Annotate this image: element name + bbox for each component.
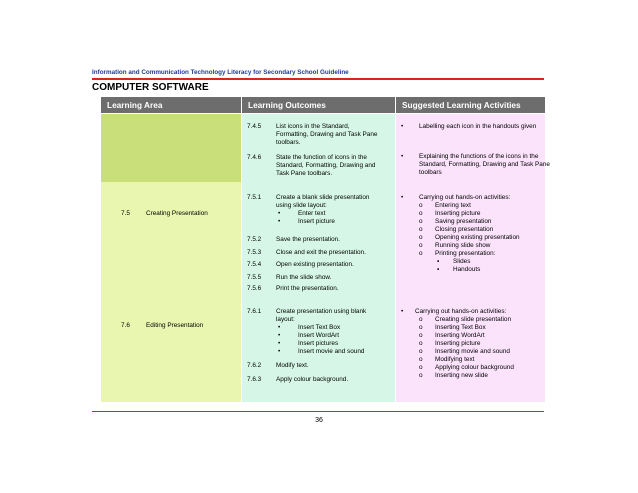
outcome-bullet (278, 332, 339, 340)
activity-subsubitem-text: Handouts (453, 266, 481, 273)
outcome-bullet-text: Insert movie and sound (298, 348, 365, 355)
outcome-text: State the function of icons in the (276, 154, 367, 161)
circle-bullet-icon: o (419, 372, 423, 379)
activity-subitem-text: Inserting WordArt (435, 332, 485, 339)
activity-subitem-text: Closing presentation (435, 226, 494, 233)
activity-subitem (419, 226, 493, 234)
outcome-number: 7.5.5 (247, 274, 262, 281)
outcome-number: 7.5.4 (247, 261, 262, 268)
outcome-number: 7.6.1 (247, 308, 262, 315)
square-bullet-icon: ▪ (437, 266, 440, 273)
activity-subitem-text: Inserting movie and sound (435, 348, 510, 355)
bullet-icon: • (278, 218, 281, 225)
activity-subitem (419, 324, 486, 332)
square-bullet-icon: ▪ (437, 258, 440, 265)
circle-bullet-icon: o (419, 202, 423, 209)
circle-bullet-icon: o (419, 340, 423, 347)
outcome-number: 7.5.6 (247, 285, 262, 292)
activity-subitem-text: Printing presentation: (435, 250, 496, 257)
activity-subitem-text: Inserting Text Box (435, 324, 486, 331)
area-name: Creating Presentation (146, 210, 208, 217)
bullet-icon: • (278, 340, 281, 347)
footer-divider (92, 411, 544, 412)
activity-text: Carrying out hands-on activities: (415, 308, 507, 315)
outcome-number: 7.4.5 (247, 123, 262, 130)
circle-bullet-icon: o (419, 332, 423, 339)
circle-bullet-icon: o (419, 242, 423, 249)
learning-outcomes-column (242, 114, 395, 402)
activity-item (401, 308, 506, 316)
outcome-number: 7.6.3 (247, 376, 262, 383)
outcome-text: Apply colour background. (276, 376, 349, 383)
area-name: Editing Presentation (146, 322, 204, 329)
activity-subitem-text: Applying colour background (435, 364, 514, 371)
outcome-bullet-text: Enter text (298, 210, 326, 217)
outcome-bullet-text: Insert picture (298, 218, 335, 225)
outcome-text: Task Pane toolbars. (276, 170, 333, 177)
activity-item (401, 153, 538, 161)
activity-subitem (419, 250, 495, 258)
circle-bullet-icon: o (419, 324, 423, 331)
circle-bullet-icon: o (419, 234, 423, 241)
document-guideline-header: Information and Communication Technology Literacy for Secondary School Guideline (92, 69, 349, 76)
activity-subitem-text: Modifying text (435, 356, 475, 363)
page-number: 36 (315, 417, 323, 424)
activity-subsubitem (437, 258, 470, 266)
outcome-text: Close and exit the presentation. (276, 249, 366, 256)
bullet-icon: • (278, 210, 281, 217)
activity-subitem-text: Opening existing presentation (435, 234, 520, 241)
activity-subitem-text: Saving presentation (435, 218, 492, 225)
bullet-icon: • (401, 194, 404, 201)
header-divider (92, 78, 544, 80)
circle-bullet-icon: o (419, 210, 423, 217)
bullet-icon: • (278, 348, 281, 355)
header-learning-area: Learning Area (101, 97, 241, 113)
outcome-bullet (278, 340, 338, 348)
outcome-text: layout: (276, 316, 295, 323)
outcome-number: 7.5.2 (247, 236, 262, 243)
activity-subitem (419, 340, 480, 348)
outcome-text: Modify text. (276, 362, 309, 369)
activity-subsubitem (437, 266, 480, 274)
activity-subitem (419, 332, 485, 340)
circle-bullet-icon: o (419, 364, 423, 371)
bullet-icon: • (401, 123, 404, 130)
outcome-bullet (278, 218, 335, 226)
learning-area-column (101, 114, 241, 402)
activity-text: toolbars (419, 169, 442, 176)
bullet-icon: • (401, 308, 404, 315)
activity-subitem-text: Creating slide presentation (435, 316, 512, 323)
activity-text: Standard, Formatting, Drawing and Task Pane (419, 161, 550, 168)
outcome-bullet-text: Insert Text Box (298, 324, 341, 331)
area-number: 7.5 (121, 210, 130, 217)
activity-item (401, 123, 536, 131)
activity-subitem-text: Running slide show (435, 242, 491, 249)
activity-subitem (419, 316, 511, 324)
activity-text: Carrying out hands-on activities: (419, 194, 511, 201)
outcome-number: 7.5.1 (247, 194, 262, 201)
outcome-text: Formatting, Drawing and Task Pane (276, 131, 378, 138)
outcome-text: Standard, Formatting, Drawing and (276, 162, 376, 169)
activity-subitem (419, 234, 520, 242)
activity-subitem-text: Inserting picture (435, 340, 481, 347)
activity-subitem (419, 372, 488, 380)
header-learning-outcomes: Learning Outcomes (242, 97, 395, 113)
outcome-bullet (278, 210, 325, 218)
circle-bullet-icon: o (419, 218, 423, 225)
outcome-text: Run the slide show. (276, 274, 332, 281)
outcome-text: Create presentation using blank (276, 308, 367, 315)
outcome-number: 7.5.3 (247, 249, 262, 256)
header-suggested-activities: Suggested Learning Activities (396, 97, 545, 113)
activity-subitem (419, 218, 492, 226)
outcome-text: Create a blank slide presentation (276, 194, 370, 201)
activities-column (396, 114, 550, 402)
circle-bullet-icon: o (419, 250, 423, 257)
outcome-text: using slide layout: (276, 202, 327, 209)
shaded-cell (101, 114, 241, 182)
activity-subitem (419, 356, 474, 364)
outcome-number: 7.4.6 (247, 154, 262, 161)
curriculum-table (101, 97, 550, 402)
activity-subitem (419, 348, 510, 356)
outcome-number: 7.6.2 (247, 362, 262, 369)
activity-subitem-text: Entering text (435, 202, 471, 209)
activity-subitem-text: Inserting new slide (435, 372, 488, 379)
bullet-icon: • (401, 153, 404, 160)
outcome-text: Print the presentation. (276, 285, 339, 292)
activity-subitem (419, 242, 490, 250)
circle-bullet-icon: o (419, 226, 423, 233)
circle-bullet-icon: o (419, 356, 423, 363)
activity-text: Labelling each icon in the handouts given (419, 123, 537, 130)
activity-subitem (419, 364, 514, 372)
circle-bullet-icon: o (419, 348, 423, 355)
circle-bullet-icon: o (419, 316, 423, 323)
outcome-text: toolbars. (276, 139, 301, 146)
outcome-bullet (278, 348, 364, 356)
outcome-text: Save the presentation. (276, 236, 340, 243)
activity-subitem-text: Inserting picture (435, 210, 481, 217)
section-title: COMPUTER SOFTWARE (92, 82, 209, 93)
bullet-icon: • (278, 324, 281, 331)
outcome-bullet-text: Insert WordArt (298, 332, 340, 339)
activity-item (401, 194, 510, 202)
activity-text: Explaining the functions of the icons in the (419, 153, 539, 160)
area-number: 7.6 (121, 322, 130, 329)
outcome-text: List icons in the Standard, (276, 123, 350, 130)
activity-subsubitem-text: Slides (453, 258, 471, 265)
activity-subitem (419, 202, 471, 210)
outcome-bullet (278, 324, 340, 332)
outcome-text: Open existing presentation. (276, 261, 354, 268)
activity-subitem (419, 210, 480, 218)
bullet-icon: • (278, 332, 281, 339)
outcome-bullet-text: Insert pictures (298, 340, 339, 347)
